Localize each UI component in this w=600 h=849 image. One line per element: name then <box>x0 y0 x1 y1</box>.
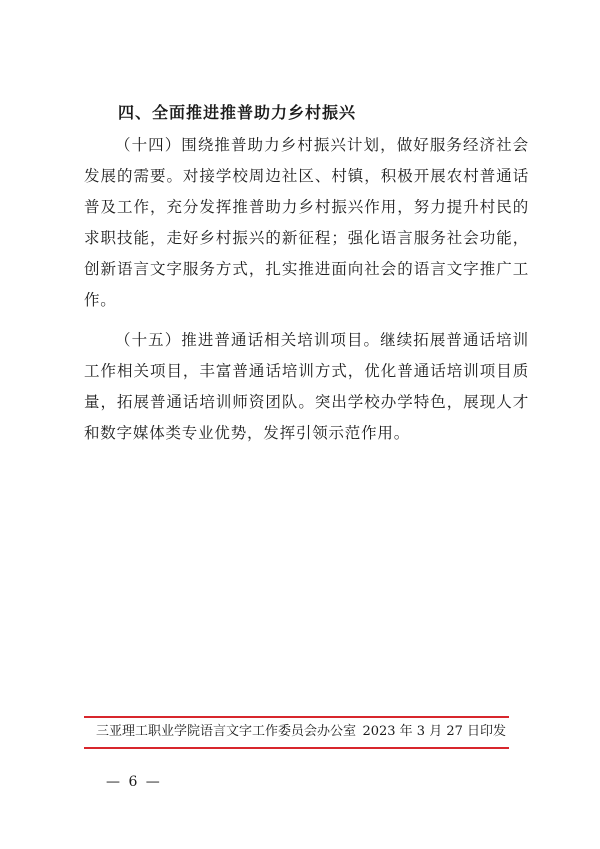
footer-bottom-rule <box>84 747 509 749</box>
page-number: — 6 — <box>106 774 162 790</box>
section-heading: 四、全面推进推普助力乡村振兴 <box>118 103 357 122</box>
paragraph-14: （十四）围绕推普助力乡村振兴计划，做好服务经济社会发展的需要。对接学校周边社区、村镇，积极开展农村普通话普及工作，充分发挥推普助力乡村振兴作用，努力提升村民的求职技能，走好乡村振兴的新征程；强化语言服务社会功能，创新语言文字服务方式，扎实推进面向社会的语言文字推广工作。 <box>84 136 529 309</box>
paragraph-15: （十五）推进普通话相关培训项目。继续拓展普通话培训工作相关项目，丰富普通话培训方式，优化普通话培训项目质量，拓展普通话培训师资团队。突出学校办学特色，展现人才和数字媒体类专业优势，发挥引领示范作用。 <box>84 331 529 442</box>
issuer-name: 三亚理工职业学院语言文字工作委员会办公室 <box>96 724 357 739</box>
issuance-footer <box>96 722 506 742</box>
footer-top-rule <box>84 716 509 718</box>
issue-date: 2023 年 3 月 27 日印发 <box>362 724 506 739</box>
